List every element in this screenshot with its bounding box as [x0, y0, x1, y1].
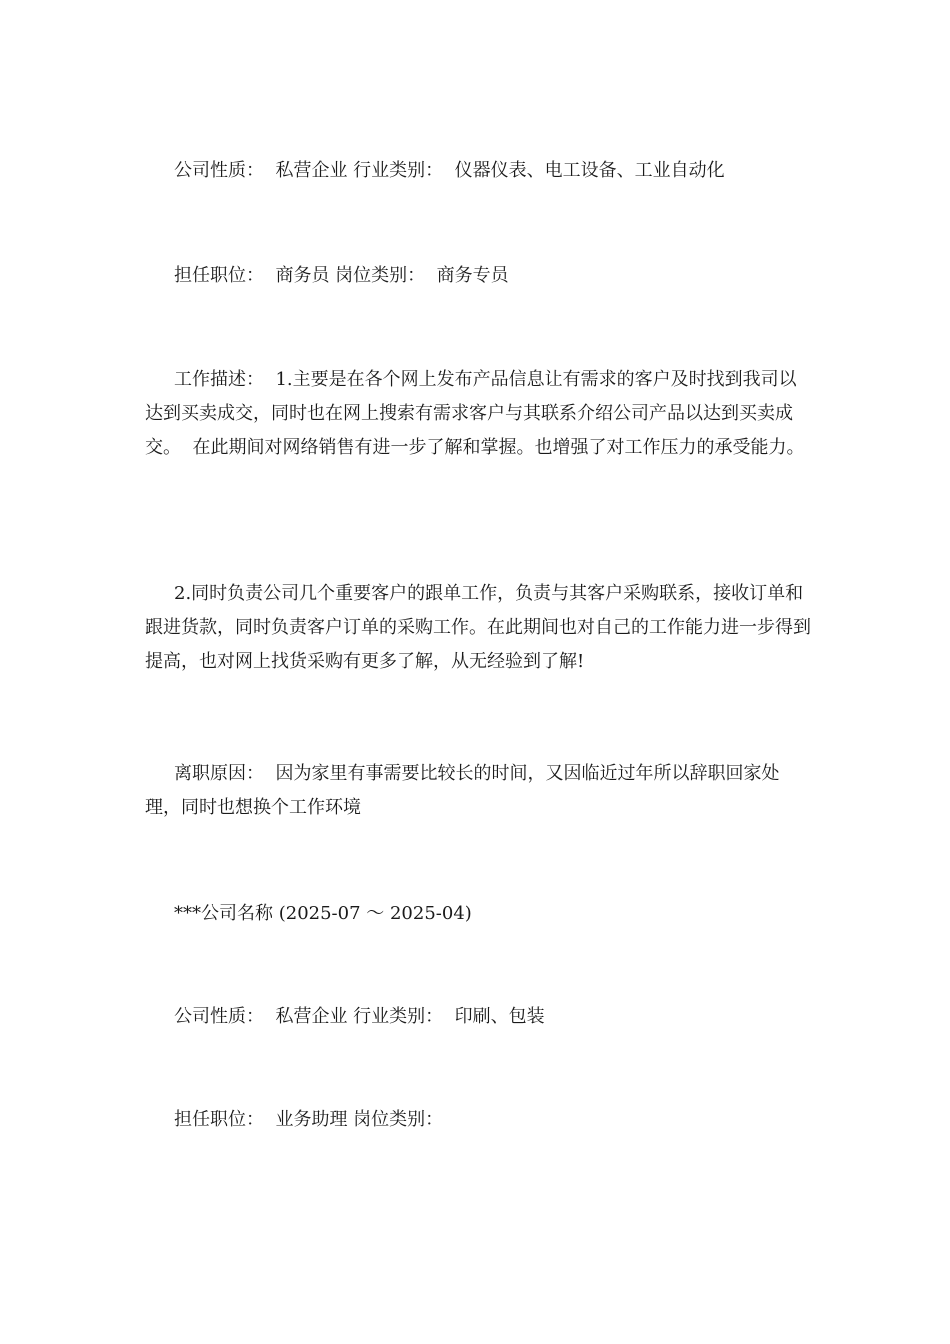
company-name-period-heading: ***公司名称 (2025-07 ～ 2025-04): [174, 903, 472, 924]
position-category-line-2: 担任职位： 业务助理 岗位类别：: [174, 1109, 444, 1130]
job-description-paragraph: 工作描述： 1.主要是在各个网上发布产品信息让有需求的客户及时找到我司以达到买卖成交，同时也在网上搜索有需求客户与其联系介绍公司产品以达到买卖成交。 在此期间对网络销售有进一步了解和掌握。也增强了对工作压力的承受能力。: [145, 369, 805, 458]
leaving-reason-paragraph: 离职原因： 因为家里有事需要比较长的时间，又因临近过年所以辞职回家处理，同时也想换个工作环境: [145, 763, 780, 818]
job-description-item-2: 2.同时负责公司几个重要客户的跟单工作，负责与其客户采购联系，接收订单和跟进货款，同时负责客户订单的采购工作。在此期间也对自己的工作能力进一步得到提高，也对网上找货采购有更多了解，从无经验到了解!: [145, 583, 811, 672]
company-nature-industry-line: 公司性质： 私营企业 行业类别： 仪器仪表、电工设备、工业自动化: [174, 160, 725, 181]
company-nature-industry-line-2: 公司性质： 私营企业 行业类别： 印刷、包装: [174, 1006, 545, 1027]
position-category-line: 担任职位： 商务员 岗位类别： 商务专员: [174, 265, 509, 286]
